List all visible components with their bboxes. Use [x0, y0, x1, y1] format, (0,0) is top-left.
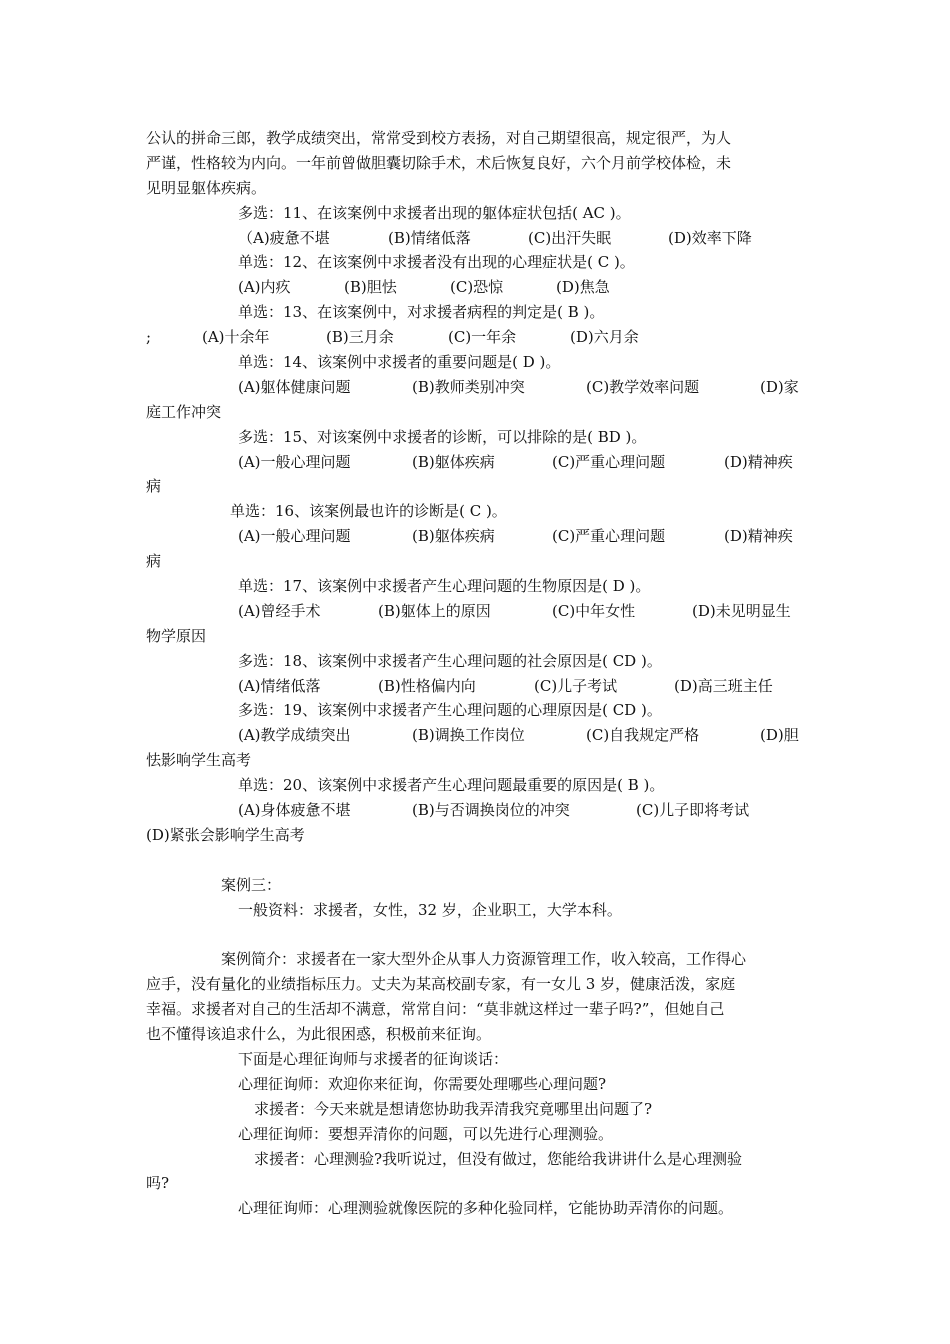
- option: (D)焦急: [556, 278, 610, 297]
- option-wrap: (D)紧张会影响学生高考: [146, 825, 305, 844]
- document-body: [146, 126, 806, 1221]
- intro-line: 公认的拼命三郎，教学成绩突出，常常受到校方表扬，对自己期望很高，规定很严，为人: [146, 129, 732, 147]
- option: (C)儿子即将考试: [636, 801, 750, 820]
- option: (C)儿子考试: [534, 676, 618, 695]
- case-title: 案例三：: [221, 875, 282, 894]
- question-options: [146, 723, 806, 748]
- option: (A)曾经手术: [238, 601, 321, 620]
- option: (A)情绪低落: [238, 676, 321, 695]
- option: (A)一般心理问题: [238, 452, 351, 471]
- question-stem: 多选：15、对该案例中求援者的诊断，可以排除的是( BD )。: [238, 427, 647, 446]
- option: (B)胆怯: [344, 278, 397, 297]
- option: (B)教师类别冲突: [412, 377, 525, 396]
- option: (A)一般心理问题: [238, 527, 351, 546]
- option: （A)疲惫不堪: [238, 228, 330, 247]
- dialogue-line: 求援者：今天来就是想请您协助我弄清我究竟哪里出问题了?: [254, 1099, 653, 1118]
- question-options: [146, 524, 806, 549]
- option: (B)与否调换岗位的冲突: [412, 801, 570, 820]
- question-options: [146, 275, 806, 300]
- semicolon-mark: ;: [146, 328, 152, 347]
- dialogue-intro: 下面是心理征询师与求援者的征询谈话：: [238, 1049, 509, 1068]
- intro-line: 见明显躯体疾病。: [146, 178, 267, 197]
- option: (C)自我规定严格: [586, 726, 700, 745]
- option: (D)高三班主任: [674, 676, 773, 695]
- case-summary-line: 应手，没有量化的业绩指标压力。丈夫为某高校副专家，有一女儿 3 岁，健康活泼，家庭: [146, 975, 736, 994]
- option: (B)情绪低落: [388, 228, 471, 247]
- option: (D)胆: [760, 726, 799, 745]
- question-options: [146, 450, 806, 475]
- option: (B)躯体疾病: [412, 527, 495, 546]
- question-stem: 单选：20、该案例中求援者产生心理问题最重要的原因是( B )。: [238, 776, 665, 795]
- case-summary-line: 也不懂得该追求什么，为此很困惑，积极前来征询。: [146, 1025, 492, 1044]
- option: (A)内疚: [238, 278, 291, 297]
- question-stem: 单选：16、该案例最也许的诊断是( C )。: [230, 502, 507, 521]
- option: (D)精神疾: [724, 452, 793, 471]
- option: (A)躯体健康问题: [238, 377, 351, 396]
- option: (B)躯体疾病: [412, 452, 495, 471]
- option: (C)一年余: [448, 328, 517, 347]
- question-stem: 多选：11、在该案例中求援者出现的躯体症状包括( AC )。: [238, 203, 631, 222]
- option: (C)严重心理问题: [552, 527, 666, 546]
- option: (B)调换工作岗位: [412, 726, 525, 745]
- option-wrap: 病: [146, 552, 162, 571]
- question-stem: 单选：13、在该案例中，对求援者病程的判定是( B )。: [238, 303, 605, 322]
- option-wrap: 庭工作冲突: [146, 402, 222, 421]
- dialogue-line: 心理征询师：要想弄清你的问题，可以先进行心理测验。: [238, 1124, 614, 1143]
- dialogue-line: 心理征询师：心理测验就像医院的多种化验同样，它能协助弄清你的问题。: [238, 1199, 734, 1218]
- dialogue-line: 吗?: [146, 1174, 170, 1193]
- option: (B)性格偏内向: [378, 676, 476, 695]
- case-summary-line: 案例简介：求援者在一家大型外企从事人力资源管理工作，收入较高，工作得心: [221, 950, 747, 969]
- intro-line: 严谨，性格较为内向。一年前曾做胆囊切除手术，术后恢复良好，六个月前学校体检，未: [146, 153, 732, 172]
- case-general-info: 一般资料：求援者，女性，32 岁，企业职工，大学本科。: [238, 900, 622, 919]
- dialogue-line: 求援者：心理测验?我听说过，但没有做过，您能给我讲讲什么是心理测验: [254, 1149, 743, 1168]
- dialogue-line: 心理征询师：欢迎你来征询，你需要处理哪些心理问题?: [238, 1074, 607, 1093]
- option: (A)教学成绩突出: [238, 726, 351, 745]
- question-options: [146, 599, 806, 624]
- option: (B)三月余: [326, 328, 394, 347]
- option: (C)教学效率问题: [586, 377, 700, 396]
- question-options: [146, 798, 806, 823]
- question-options: [146, 674, 806, 699]
- option: (D)六月余: [570, 328, 639, 347]
- option: (A)身体疲惫不堪: [238, 801, 351, 820]
- question-stem: 单选：12、在该案例中求援者没有出现的心理症状是( C )。: [238, 253, 635, 272]
- question-stem: 多选：19、该案例中求援者产生心理问题的心理原因是( CD )。: [238, 701, 662, 720]
- option: (D)家: [760, 377, 799, 396]
- option: (D)效率下降: [668, 228, 752, 247]
- question-stem: 多选：18、该案例中求援者产生心理问题的社会原因是( CD )。: [238, 651, 662, 670]
- option: (C)中年女性: [552, 601, 636, 620]
- option: (C)严重心理问题: [552, 452, 666, 471]
- question-options: [146, 226, 806, 251]
- option: (A)十余年: [202, 328, 270, 347]
- option: (D)未见明显生: [692, 601, 791, 620]
- case-summary-line: 幸福。求援者对自己的生活却不满意，常常自问：“莫非就这样过一辈子吗?”，但她自己: [146, 1000, 725, 1019]
- question-stem: 单选：17、该案例中求援者产生心理问题的生物原因是( D )。: [238, 577, 651, 596]
- question-stem: 单选：14、该案例中求援者的重要问题是( D )。: [238, 353, 561, 372]
- question-options: [146, 375, 806, 400]
- option: (D)精神疾: [724, 527, 793, 546]
- option-wrap: 怯影响学生高考: [146, 751, 252, 770]
- option: (B)躯体上的原因: [378, 601, 491, 620]
- option: (C)恐惊: [450, 278, 504, 297]
- option-wrap: 物学原因: [146, 626, 207, 645]
- question-options: [146, 325, 806, 350]
- option: (C)出汗失眠: [528, 228, 612, 247]
- option-wrap: 病: [146, 477, 162, 496]
